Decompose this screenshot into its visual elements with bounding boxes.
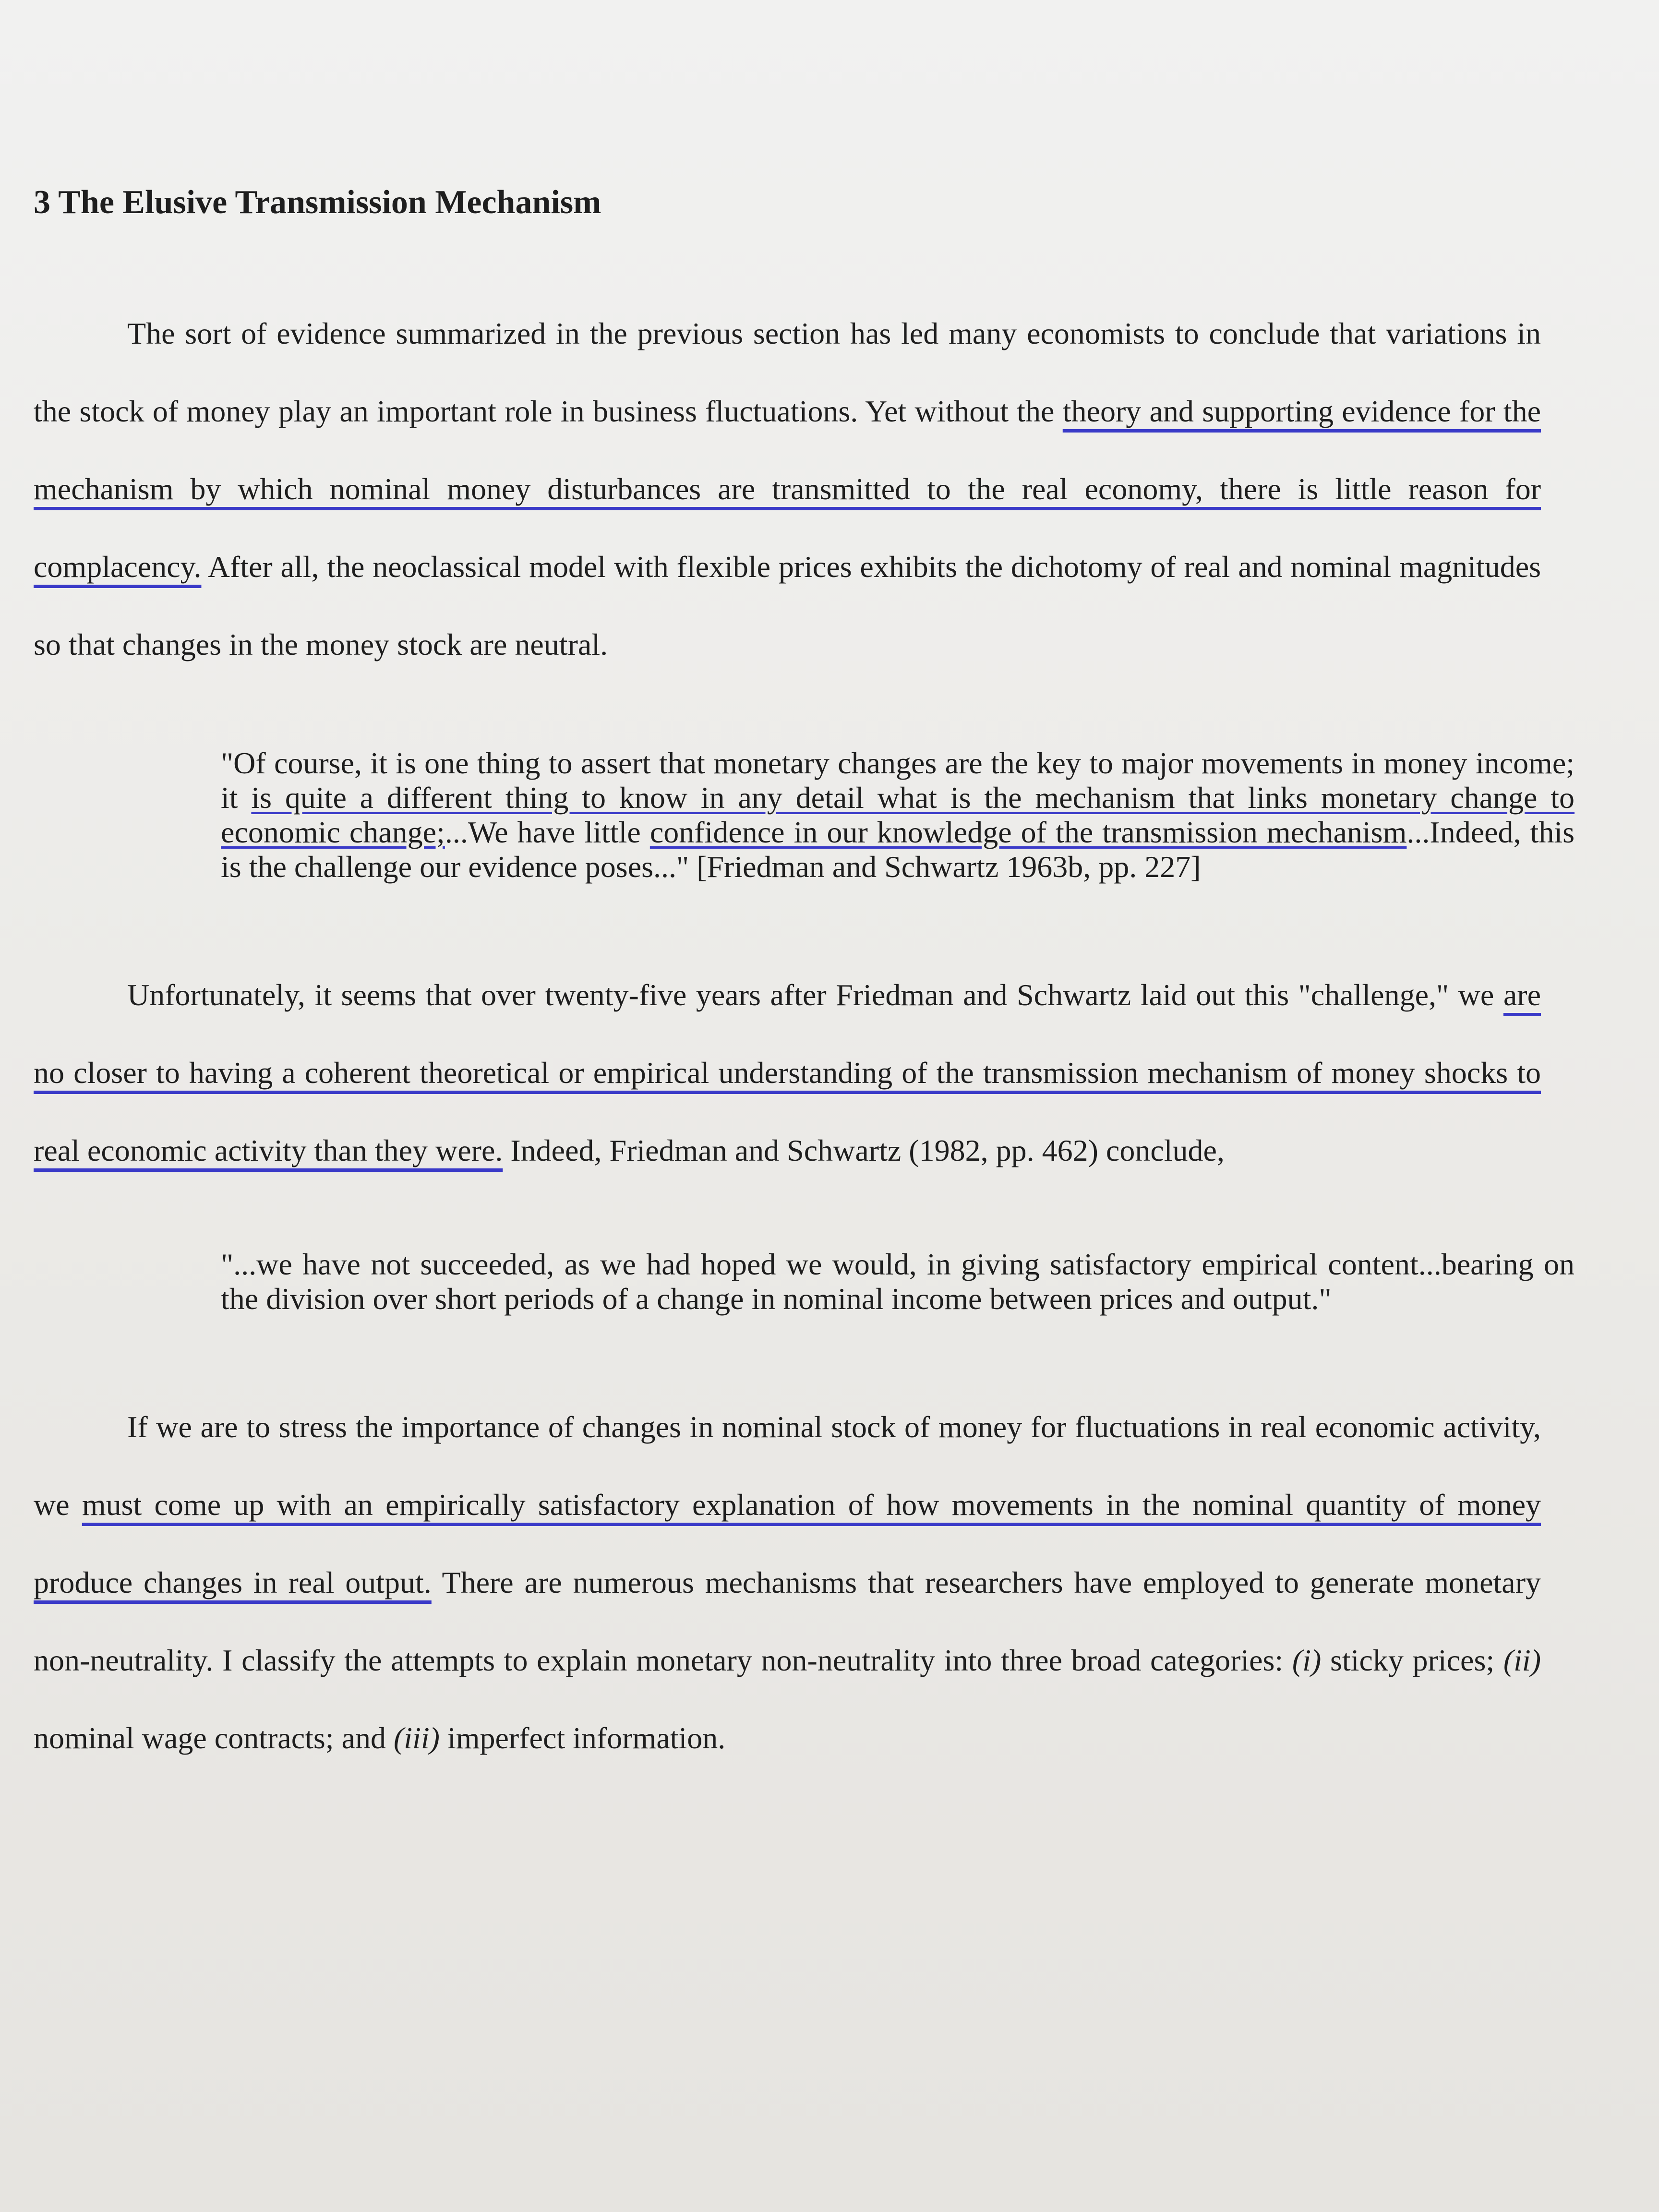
category-ii-text: nominal wage contracts; and — [34, 1721, 394, 1755]
category-iii-text: imperfect information. — [439, 1721, 726, 1755]
paragraph-2-underlined: are no closer to having a coherent theoretical or empirical understanding of the transmission mechanism of money shocks to real economic activity than they were. — [34, 978, 1541, 1167]
document-body — [34, 182, 1575, 1777]
block-quote-1 — [221, 746, 1575, 884]
paragraph-1-text-c: After all, the neoclassical model with flexible prices exhibits the dichotomy of real and nominal magnitudes so that changes in the money stock are neutral. — [34, 550, 1541, 661]
paragraph-2-text-c: Indeed, Friedman and Schwartz (1982, pp. 462) conclude, — [503, 1133, 1225, 1167]
category-i-label: (i) — [1292, 1643, 1322, 1677]
paragraph-1-underlined: theory and supporting evidence for the mechanism by which nominal money disturbances are transmitted to the real economy, there is little reason for complacency. — [34, 394, 1541, 584]
category-iii-label: (iii) — [393, 1721, 440, 1755]
quote-1-text-c: ...We have little — [445, 815, 650, 849]
quote-1-underlined-1: is quite a different thing to know in any detail what is the mechanism that links monetary change to economic change; — [221, 781, 1575, 849]
section-heading: 3 The Elusive Transmission Mechanism — [34, 184, 601, 221]
paragraph-3-text-c: There are numerous mechanisms that researchers have employed to generate monetary non-neutrality. I classify the attempts to explain monetary non-neutrality into three broad categories: — [34, 1565, 1541, 1677]
paragraph-1 — [34, 295, 1541, 684]
category-i-text: sticky prices; — [1321, 1643, 1503, 1677]
paragraph-2 — [34, 956, 1541, 1190]
block-quote-2 — [221, 1247, 1575, 1316]
quote-1-text-e: ...Indeed, this is the challenge our evidence poses..." [Friedman and Schwartz 1963b, pp. 227] — [221, 815, 1575, 884]
paragraph-3-text-a: If we are to stress the importance of changes in nominal stock of money for fluctuations in real economic activity, we — [34, 1410, 1541, 1522]
paragraph-3-underlined: must come up with an empirically satisfactory explanation of how movements in the nominal quantity of money produce changes in real output. — [34, 1488, 1541, 1599]
quote-2-text: "...we have not succeeded, as we had hoped we would, in giving satisfactory empirical content...bearing on the division over short periods of a change in nominal income between prices and output." — [221, 1247, 1575, 1316]
quote-1-text-a: "Of course, it is one thing to assert that monetary changes are the key to major movements in money income; it — [221, 746, 1575, 815]
quote-1-underlined-2: confidence in our knowledge of the transmission mechanism — [649, 815, 1407, 849]
paragraph-1-text-a: The sort of evidence summarized in the previous section has led many economists to conclude that variations in the stock of money play an important role in business fluctuations. Yet without the — [34, 316, 1541, 428]
category-ii-label: (ii) — [1503, 1643, 1541, 1677]
paragraph-2-text-a: Unfortunately, it seems that over twenty-five years after Friedman and Schwartz laid out this "challenge," we — [127, 978, 1503, 1012]
paragraph-3 — [34, 1388, 1541, 1777]
